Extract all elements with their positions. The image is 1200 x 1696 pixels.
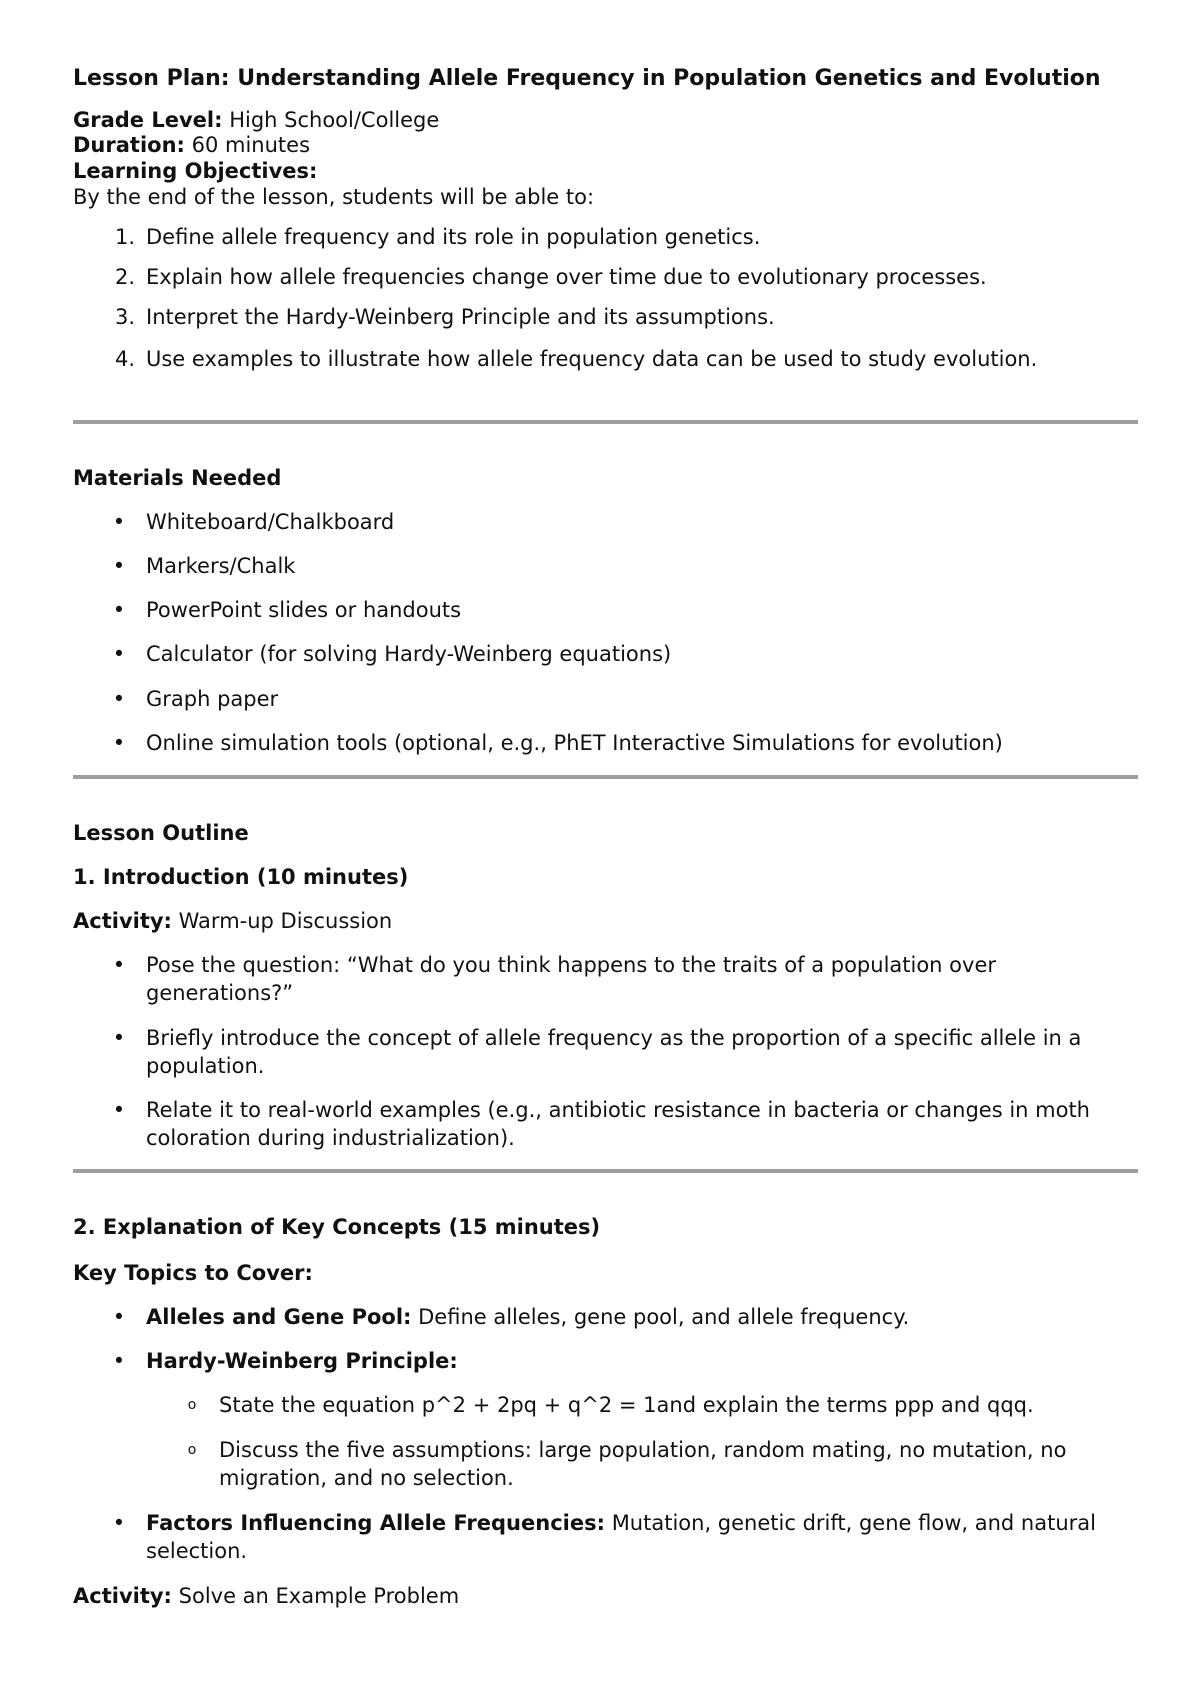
bullet-icon: •: [112, 731, 126, 755]
topic-text: [146, 1303, 1133, 1331]
section-divider: [73, 1169, 1138, 1173]
duration-label: Duration:: [73, 133, 185, 157]
topic-text: [146, 1509, 1133, 1565]
materials-list-item: [73, 508, 1133, 536]
objective-number: 2.: [114, 265, 135, 289]
materials-item-text: PowerPoint slides or handouts: [146, 598, 462, 622]
objective-text: Use examples to illustrate how allele frequency data can be used to study evolution.: [146, 347, 1038, 371]
document-title: Lesson Plan: Understanding Allele Frequency in Population Genetics and Evolution: [73, 66, 1101, 91]
activity-value: Warm-up Discussion: [178, 909, 393, 933]
materials-list-item: [73, 685, 1133, 713]
topic-list-item: [73, 1303, 1133, 1331]
intro-list-item: [73, 1096, 1133, 1152]
materials-item-text: Online simulation tools (optional, e.g., PhET Interactive Simulations for evolution): [146, 731, 1003, 755]
materials-heading: Materials Needed: [73, 466, 282, 490]
intro-item-text: Pose the question: “What do you think happens to the traits of a population over generations?”: [146, 953, 996, 1005]
topic-list-item: [73, 1509, 1133, 1565]
objective-item: [73, 303, 1133, 331]
objective-text: Explain how allele frequencies change over time due to evolutionary processes.: [146, 265, 987, 289]
materials-list-item: [73, 640, 1133, 668]
section-divider: [73, 420, 1138, 424]
key-concepts-heading: 2. Explanation of Key Concepts (15 minutes): [73, 1215, 601, 1239]
topic-description: Mutation, genetic drift, gene flow, and natural selection.: [146, 1511, 1096, 1563]
bullet-icon: •: [112, 642, 126, 666]
bullet-icon: •: [112, 687, 126, 711]
intro-item-text: Relate it to real-world examples (e.g., antibiotic resistance in bacteria or changes in moth coloration during industrialization).: [146, 1098, 1090, 1150]
topic-list-item: [73, 1347, 1133, 1375]
activity-value: Solve an Example Problem: [178, 1584, 460, 1608]
intro-list-item: [73, 951, 1133, 1007]
materials-item-text: Markers/Chalk: [146, 554, 296, 578]
topic-label: Factors Influencing Allele Frequencies:: [146, 1511, 605, 1535]
objective-number: 3.: [114, 305, 135, 329]
objective-number: 1.: [114, 225, 135, 249]
materials-list-item: [73, 596, 1133, 624]
duration-value: 60 minutes: [191, 133, 311, 157]
objective-item: [73, 263, 1133, 291]
objectives-intro: By the end of the lesson, students will be able to:: [73, 185, 595, 209]
materials-list-item: [73, 729, 1133, 757]
intro-activity-line: [73, 907, 392, 935]
activity-label: Activity:: [73, 909, 172, 933]
activity-label: Activity:: [73, 1584, 172, 1608]
bullet-icon: •: [112, 1098, 126, 1122]
introduction-heading: 1. Introduction (10 minutes): [73, 865, 409, 889]
topic-label: Hardy-Weinberg Principle:: [146, 1349, 458, 1373]
objective-item: [73, 345, 1133, 373]
circle-bullet-icon: o: [187, 1442, 197, 1458]
bullet-icon: •: [112, 953, 126, 977]
bullet-icon: •: [112, 554, 126, 578]
subtopic-text: Discuss the five assumptions: large population, random mating, no mutation, no migration, and no selection.: [219, 1438, 1067, 1490]
subtopic-list-item: [73, 1436, 1133, 1492]
materials-item-text: Graph paper: [146, 687, 279, 711]
intro-item-text: Briefly introduce the concept of allele frequency as the proportion of a specific allele in a population.: [146, 1026, 1082, 1078]
objective-text: Interpret the Hardy-Weinberg Principle and its assumptions.: [146, 305, 775, 329]
grade-level-line: [73, 106, 439, 134]
bullet-icon: •: [112, 1349, 126, 1373]
duration-line: [73, 131, 310, 159]
materials-item-text: Whiteboard/Chalkboard: [146, 510, 395, 534]
bullet-icon: •: [112, 1511, 126, 1535]
circle-bullet-icon: o: [187, 1397, 197, 1413]
learning-objectives-label: Learning Objectives:: [73, 159, 318, 183]
objective-number: 4.: [114, 347, 135, 371]
intro-list-item: [73, 1024, 1133, 1080]
concepts-activity-line: [73, 1582, 459, 1610]
topic-label: Alleles and Gene Pool:: [146, 1305, 412, 1329]
bullet-icon: •: [112, 510, 126, 534]
lesson-outline-heading: Lesson Outline: [73, 821, 249, 845]
grade-level-value: High School/College: [229, 108, 440, 132]
objective-text: Define allele frequency and its role in population genetics.: [146, 225, 761, 249]
key-topics-label: Key Topics to Cover:: [73, 1261, 313, 1285]
bullet-icon: •: [112, 1305, 126, 1329]
bullet-icon: •: [112, 598, 126, 622]
section-divider: [73, 775, 1138, 779]
subtopic-text: State the equation p^2 + 2pq + q^2 = 1and explain the terms ppp and qqq.: [219, 1393, 1034, 1417]
topic-description: Define alleles, gene pool, and allele frequency.: [418, 1305, 910, 1329]
materials-item-text: Calculator (for solving Hardy-Weinberg equations): [146, 642, 672, 666]
grade-level-label: Grade Level:: [73, 108, 223, 132]
materials-list-item: [73, 552, 1133, 580]
bullet-icon: •: [112, 1026, 126, 1050]
subtopic-list-item: [73, 1391, 1133, 1419]
objective-item: [73, 223, 1133, 251]
